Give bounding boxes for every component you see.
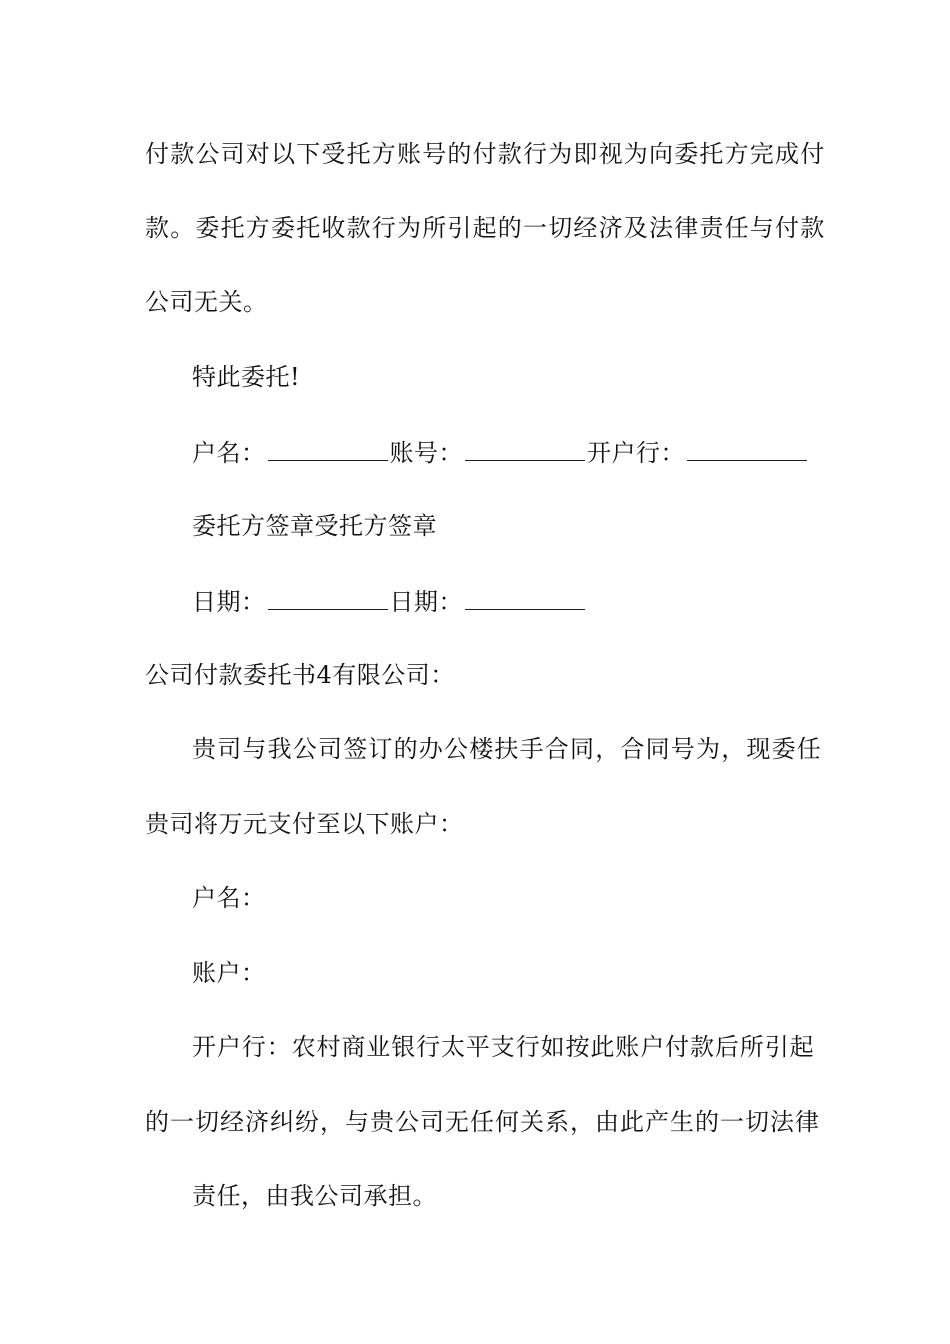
account-number-label: 账号： xyxy=(389,439,463,467)
closing-phrase: 特此委托! xyxy=(192,363,301,391)
date-blank-agent xyxy=(465,585,585,610)
paragraph-line: 贵司将万元支付至以下账户： xyxy=(145,810,464,838)
paragraph-line: 款。委托方委托收款行为所引起的一切经济及法律责任与付款 xyxy=(145,214,826,242)
bank-label: 开户行： xyxy=(587,439,685,467)
date-line xyxy=(192,585,587,617)
bank-blank xyxy=(687,436,807,461)
account-info-line xyxy=(192,436,809,468)
paragraph-line: 付款公司对以下受托方账号的付款行为即视为向委托方完成付 xyxy=(145,140,826,168)
account-name-blank xyxy=(268,436,388,461)
account-name-label: 户名： xyxy=(192,439,266,467)
date-label-agent: 日期： xyxy=(389,588,463,616)
account-line: 账户： xyxy=(192,959,266,987)
paragraph-line: 的一切经济纠纷，与贵公司无任何关系，由此产生的一切法律 xyxy=(145,1108,820,1136)
paragraph-line: 责任，由我公司承担。 xyxy=(192,1182,437,1210)
section-heading: 公司付款委托书4有限公司： xyxy=(145,661,455,689)
account-number-blank xyxy=(465,436,585,461)
account-name-line: 户名： xyxy=(192,884,266,912)
date-label-principal: 日期： xyxy=(192,588,266,616)
date-blank-principal xyxy=(268,585,388,610)
signature-line: 委托方签章受托方签章 xyxy=(192,512,437,540)
paragraph-line: 公司无关。 xyxy=(145,288,268,316)
paragraph-line: 开户行：农村商业银行太平支行如按此账户付款后所引起 xyxy=(192,1033,815,1061)
paragraph-line: 贵司与我公司签订的办公楼扶手合同，合同号为，现委任 xyxy=(192,735,822,763)
